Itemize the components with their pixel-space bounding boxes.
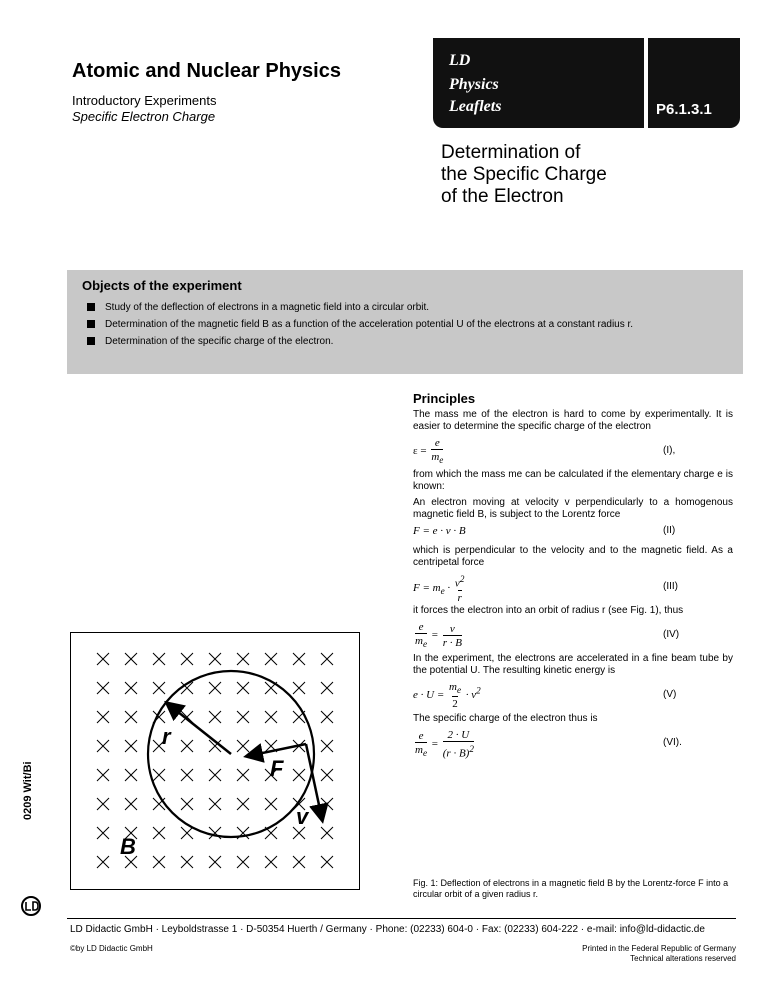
paragraph: In the experiment, the electrons are accelerated in a fine beam tube by the potential U. The resulting kinetic energy is [413, 653, 733, 676]
objects-panel [67, 270, 743, 374]
objects-list [87, 302, 633, 353]
ld-line-1: LD [449, 52, 471, 69]
footer-address: LD Didactic GmbH · Leyboldstrasse 1 · D-50354 Huerth / Germany · Phone: (02233) 604-0 · Fax: (02233) 604-222 · e-mail: info@ld-didactic.de [70, 924, 705, 935]
ld-leaflets-banner [433, 38, 644, 128]
equation-number: (IV) [663, 629, 680, 640]
equation-number: (I), [663, 445, 676, 456]
objects-heading: Objects of the experiment [82, 278, 242, 293]
printed-line-2: Technical alterations reserved [630, 954, 736, 963]
list-item: Study of the deflection of electrons in a magnetic field into a circular orbit. [87, 302, 633, 319]
paragraph: which is perpendicular to the velocity and to the magnetic field. As a centripetal force [413, 545, 733, 568]
paragraph: The specific charge of the electron thus is [413, 713, 598, 724]
field-label: B [120, 834, 136, 859]
leaflet-code: P6.1.3.1 [656, 101, 712, 118]
paragraph: An electron moving at velocity v perpendicularly to a homogenous magnetic field B, is subject to the Lorentz force [413, 497, 733, 520]
printed-line-1: Printed in the Federal Republic of Germany [582, 944, 736, 953]
equation-number: (VI). [663, 737, 682, 748]
paragraph: it forces the electron into an orbit of radius r (see Fig. 1), thus [413, 605, 684, 616]
doc-title-line-3: of the Electron [441, 186, 564, 207]
equation-number: (V) [663, 689, 677, 700]
copyright: ©by LD Didactic GmbH [70, 944, 153, 953]
paragraph: from which the mass me can be calculated if the elementary charge e is known: [413, 469, 733, 492]
printed-note [582, 944, 736, 964]
footer-divider [67, 918, 736, 919]
velocity-label: v [296, 804, 309, 829]
leaflet-code-box [648, 38, 740, 128]
document-title [441, 142, 607, 208]
doc-title-line-1: Determination of [441, 142, 581, 163]
ld-line-2: Physics [449, 76, 499, 93]
list-item: Determination of the magnetic field B as a function of the acceleration potential U of the electrons at a constant radius r. [87, 319, 633, 336]
subtitle-topic: Specific Electron Charge [72, 109, 216, 124]
figure-frame [71, 633, 360, 890]
equation-number: (II) [663, 525, 676, 536]
main-title: Atomic and Nuclear Physics [72, 60, 341, 82]
equation-1: ε = $\frac{e}{m_e}$ (I), [413, 437, 676, 466]
side-code: 0209 Wit/Bi [22, 761, 34, 820]
subtitle-category: Introductory Experiments [72, 93, 217, 108]
equation-text: F = e · v · B [413, 525, 466, 537]
equation-number: (III) [663, 581, 678, 592]
ld-line-3: Leaflets [449, 98, 502, 115]
equation-5: e · U = $\frac{m_e}{2}$ · $v^2$ (V) [413, 681, 677, 711]
doc-title-line-2: the Specific Charge [441, 164, 607, 185]
equation-2 [413, 525, 733, 541]
list-item: Determination of the specific charge of the electron. [87, 336, 633, 353]
equation-4: $\frac{e}{m_e}$ = $\frac{v}{r \cdot B}$ (IV) [415, 621, 680, 650]
equation-6: $\frac{e}{m_e}$ = $\frac{2 \cdot U}{(r \cdot B)^2}$ (VI). [415, 729, 682, 760]
deflection-figure [70, 632, 360, 890]
ld-logo-icon [20, 895, 42, 917]
figure-caption: Fig. 1: Deflection of electrons in a magnetic field B by the Lorentz-force F into a circular orbit of a given radius r. [413, 878, 729, 899]
force-label: F [270, 756, 284, 781]
equation-3: $F = m_e$ · $\frac{v^2}{r}$ (III) [413, 574, 678, 604]
radius-label: r [162, 724, 171, 749]
paragraph: The mass me of the electron is hard to come by experimentally. It is easier to determine the specific charge of the electron [413, 409, 733, 432]
principles-section [413, 393, 733, 761]
principles-heading: Principles [413, 391, 476, 406]
